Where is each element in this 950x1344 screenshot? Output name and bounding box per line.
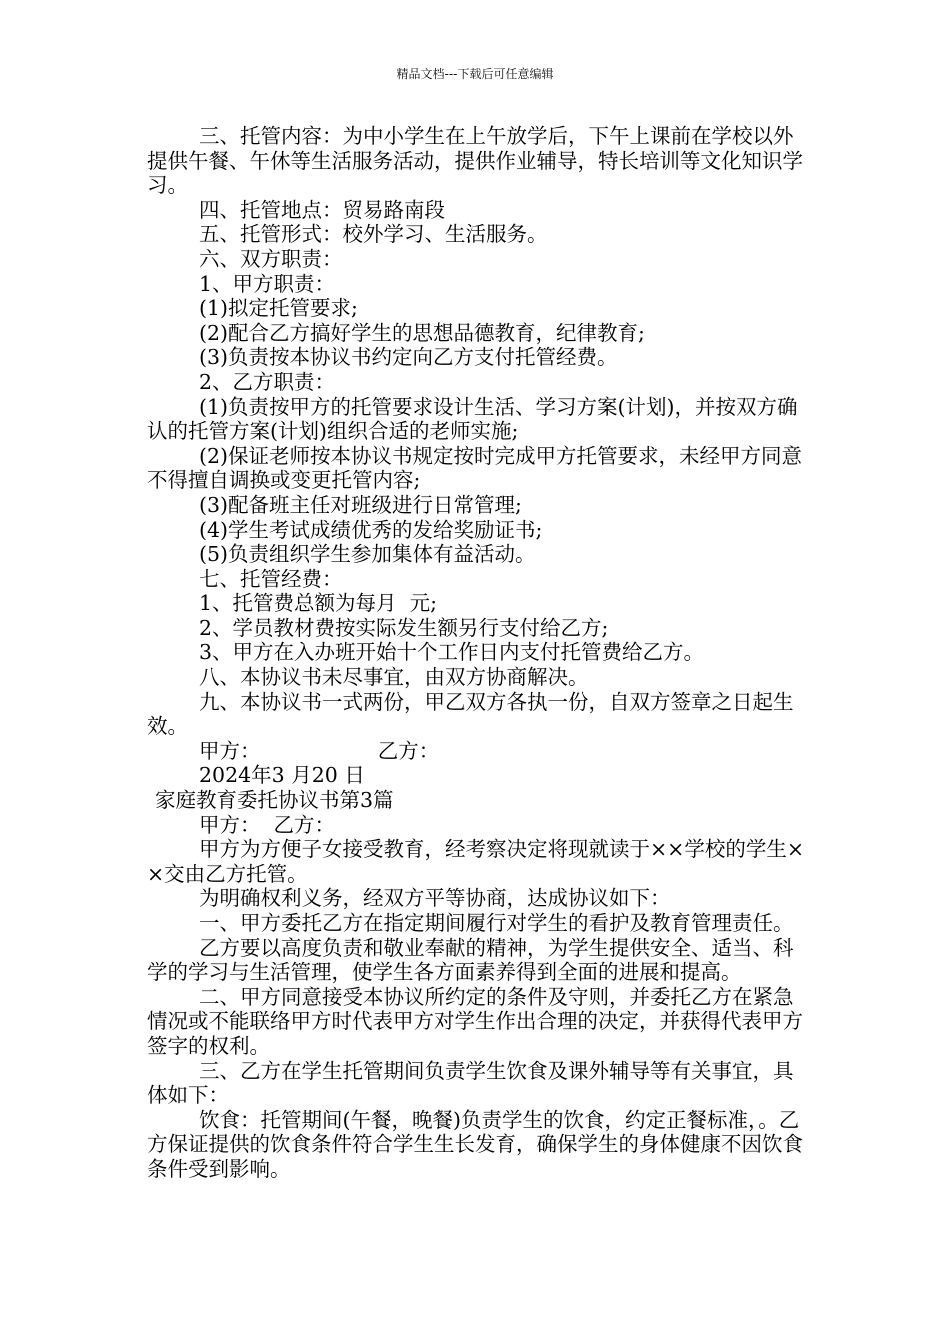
paragraph: 二、甲方同意接受本协议所约定的条件及守则，并委托乙方在紧急情况或不能联络甲方时代表甲方对学生作出合理的决定，并获得代表甲方签字的权利。	[147, 984, 803, 1058]
paragraph: (1)负责按甲方的托管要求设计生活、学习方案(计划)，并按双方确认的托管方案(计划)组织合适的老师实施;	[147, 394, 798, 444]
paragraph: 乙方要以高度负责和敬业奉献的精神，为学生提供安全、适当、科学的学习与生活管理，使学生各方面素养得到全面的进展和提高。	[147, 935, 794, 985]
paragraph: (4)学生考试成绩优秀的发给奖励证书;	[199, 517, 543, 542]
paragraph: 2、乙方职责：	[199, 369, 336, 394]
paragraph: 家庭教育委托协议书第3篇	[155, 788, 394, 813]
paragraph: 3、甲方在入办班开始十个工作日内支付托管费给乙方。	[199, 640, 705, 665]
paragraph: (1)拟定托管要求;	[199, 296, 358, 321]
paragraph: 九、本协议书一式两份，甲乙双方各执一份，自双方签章之日起生效。	[147, 689, 794, 739]
paragraph: (3)配备班主任对班级进行日常管理;	[199, 492, 522, 517]
paragraph: 甲方： 乙方：	[199, 812, 336, 837]
paragraph: 甲方为方便子女接受教育，经考察决定将现就读于××学校的学生××交由乙方托管。	[147, 837, 805, 886]
paragraph: (3)负责按本协议书约定向乙方支付托管经费。	[199, 345, 618, 370]
paragraph: 六、双方职责：	[199, 246, 343, 271]
paragraph: 三、乙方在学生托管期间负责学生饮食及课外辅导等有关事宜，具体如下：	[147, 1058, 794, 1108]
paragraph: 2、学员教材费按实际发生额另行支付给乙方;	[199, 615, 609, 640]
paragraph: 一、甲方委托乙方在指定期间履行对学生的看护及教育管理责任。	[199, 911, 794, 935]
page-header: 精品文档---下载后可任意编辑	[396, 67, 554, 81]
paragraph: 七、托管经费：	[199, 566, 343, 591]
paragraph: 2024年3 月20 日	[199, 763, 365, 788]
document-body	[147, 124, 812, 1182]
paragraph: (2)保证老师按本协议书规定按时完成甲方托管要求，未经甲方同意不得擅自调换或变更托管内容;	[147, 443, 803, 493]
paragraph: 八、本协议书未尽事宜，由双方协商解决。	[199, 665, 589, 690]
paragraph: 三、托管内容：为中小学生在上午放学后，下午上课前在学校以外提供午餐、午休等生活服务活动，提供作业辅导，特长培训等文化知识学习。	[147, 124, 803, 198]
paragraph: 甲方： 乙方：	[199, 738, 440, 763]
paragraph: 五、托管形式：校外学习、生活服务。	[199, 222, 548, 247]
paragraph: (2)配合乙方搞好学生的思想品德教育，纪律教育;	[199, 320, 645, 345]
paragraph: 1、托管费总额为每月 元;	[199, 591, 437, 616]
paragraph: 1、甲方职责：	[199, 271, 336, 296]
paragraph: 饮食：托管期间(午餐，晚餐)负责学生的饮食，约定正餐标准，。乙方保证提供的饮食条件符合学生生长发育，确保学生的身体健康不因饮食条件受到影响。	[147, 1107, 803, 1181]
paragraph: 四、托管地点：贸易路南段	[199, 197, 445, 222]
paragraph: 为明确权利义务，经双方平等协商，达成协议如下：	[199, 886, 671, 911]
paragraph: (5)负责组织学生参加集体有益活动。	[199, 542, 536, 567]
